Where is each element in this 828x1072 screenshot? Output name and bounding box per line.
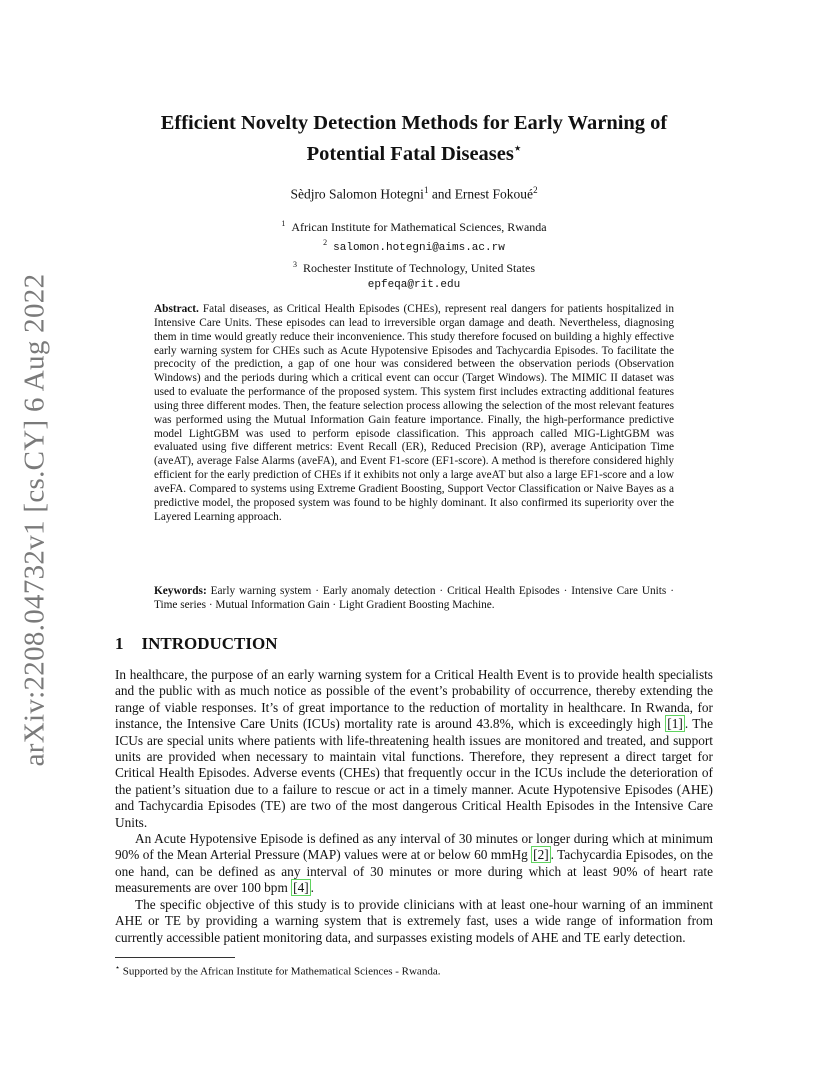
citation-link-1[interactable]: [1] [667, 716, 683, 732]
abstract-label: Abstract. [154, 303, 199, 315]
paragraph-1 [115, 667, 713, 831]
footnote-mark: ⋆ [115, 963, 121, 972]
arxiv-id: arXiv:2208.04732v1 [cs.CY] 6 Aug 2022 [18, 273, 51, 767]
affiliation-1-mark: 1 [281, 219, 286, 228]
author-1-mark: 1 [423, 185, 429, 195]
section-title: INTRODUCTION [141, 634, 278, 653]
citation-link-4[interactable]: [4] [293, 880, 309, 896]
paragraph-1-text-a: In healthcare, the purpose of an early warning system for a Critical Health Event is to provide health specialists and the public with as much notice as possible of the event’s probability of occurrence, thereby extending the range of viable responses. It’s of great importance to the reduction of mortality in healthcare. In Rwanda, for instance, the Intensive Care Units (ICUs) mortality rate is around 43.8%, which is exceedingly high [115, 667, 713, 732]
email-1: salomon.hotegni@aims.ac.rw [333, 242, 505, 255]
abstract-text: Fatal diseases, as Critical Health Episodes (CHEs), represent real dangers for patients hospitalized in Intensive Care Units. These episodes can lead to irreversible organ damage and death. Nevertheless, diagnosing them in time would greatly reduce their inconvenience. This study therefore focused on building a highly effective early warning system for CHEs such as Acute Hypotensive Episodes and Tachycardia Episodes. To facilitate the precocity of the prediction, a gap of one hour was considered between the observation periods (Observation Windows) and the periods during which a critical event can occur (Target Windows). The MIMIC II dataset was used to evaluate the performance of the proposed system. This system first includes extracting additional features using three different modes. Then, the feature selection process allowing the selection of the most relevant features was performed using the Mutual Information Gain feature importance. Finally, the high-performance predictive model LightGBM was used to perform episode classification. This approach called MIG-LightGBM was evaluated using five different metrics: Event Recall (ER), Reduced Precision (RP), average Anticipation Time (aveAT), average False Alarms (aveFA), and Event F1-score (EF1-score). A method is therefore considered highly efficient for the early prediction of CHEs if it exhibits not only a large aveAT but also a large EF1-score and a low aveFA. Compared to systems using Extreme Gradient Boosting, Support Vector Classification or Naive Bayes as a predictive model, the proposed system was found to be highly dominant. It also confirmed its superiority over the Layered Learning approach. [154, 303, 675, 523]
affiliation-3-mark: 3 [292, 259, 297, 269]
footnote [115, 963, 713, 978]
title-line-2: Potential Fatal Diseases [306, 142, 514, 165]
paragraph-2 [115, 831, 713, 897]
body-text [115, 667, 713, 946]
keywords-text: Early warning system · Early anomaly detection · Critical Health Episodes · Intensive Care Units · Time series · Mutual Information Gain · Light Gradient Boosting Machine. [154, 585, 674, 611]
arxiv-stamp [0, 273, 70, 767]
paragraph-2-text-a: An Acute Hypotensive Episode is defined as any interval of 30 minutes or longer during which at minimum 90% of the Mean Arterial Pressure (MAP) values were at or below 60 mmHg [115, 831, 713, 863]
affiliation-2-mark: 2 [323, 238, 328, 248]
affiliation-3-email-row [120, 276, 708, 293]
abstract [154, 303, 674, 525]
keywords-label: Keywords: [154, 585, 207, 597]
author-2: Ernest Fokoué [454, 186, 534, 202]
paragraph-3: The specific objective of this study is to provide clinicians with at least one-hour warning of an imminent AHE or TE by providing a warning system that is extremely fast, uses a wide range of information from currently accessible patient monitoring data, and surpasses existing models of AHE and TE early detection. [115, 896, 713, 945]
paragraph-2-text-c: . [310, 880, 314, 896]
email-2: epfeqa@rit.edu [367, 278, 461, 291]
title-line-1: Efficient Novelty Detection Methods for Early Warning of [160, 112, 668, 134]
title-footnote-mark: ⋆ [513, 141, 522, 155]
citation-link-2[interactable]: [2] [533, 847, 549, 863]
section-number: 1 [115, 634, 124, 653]
author-2-mark: 2 [533, 185, 538, 195]
paragraph-1-text-b: . The ICUs are special units where patients with life-threatening health issues are monitored and treated, and support units are provided when necessary to maintain vital functions. Therefore, they represent a direct target for Critical Health Episodes. Adverse events (CHEs) that frequently occur in the ICUs include the deterioration of the patient’s situation due to a failure to rescue or act in a timely manner. Acute Hypotensive Episodes (AHE) and Tachycardia Episodes (TE) are two of the most dangerous Critical Health Episodes in the Intensive Care Units. [115, 716, 713, 830]
footnote-text: Supported by the African Institute for Mathematical Sciences - Rwanda. [122, 965, 441, 978]
affiliation-2 [120, 235, 708, 256]
author-list [120, 185, 708, 203]
affiliation-1 [120, 216, 708, 235]
affiliations [120, 216, 708, 293]
footnote-rule [115, 957, 235, 958]
affiliation-3 [120, 257, 708, 276]
author-and: and [431, 186, 452, 202]
affiliation-3-text: Rochester Institute of Technology, United States [302, 260, 536, 275]
paragraph-2-text-b: . Tachycardia Episodes, on the one hand, can be defined as any interval of 30 minutes or more during which at least 90% of heart rate measurements are over 100 bpm [115, 847, 713, 896]
paper-title [120, 111, 708, 167]
affiliation-1-text: African Institute for Mathematical Sciences, Rwanda [291, 220, 547, 234]
keywords [154, 585, 674, 613]
author-1: Sèdjro Salomon Hotegni [290, 186, 424, 202]
section-heading [115, 634, 278, 654]
